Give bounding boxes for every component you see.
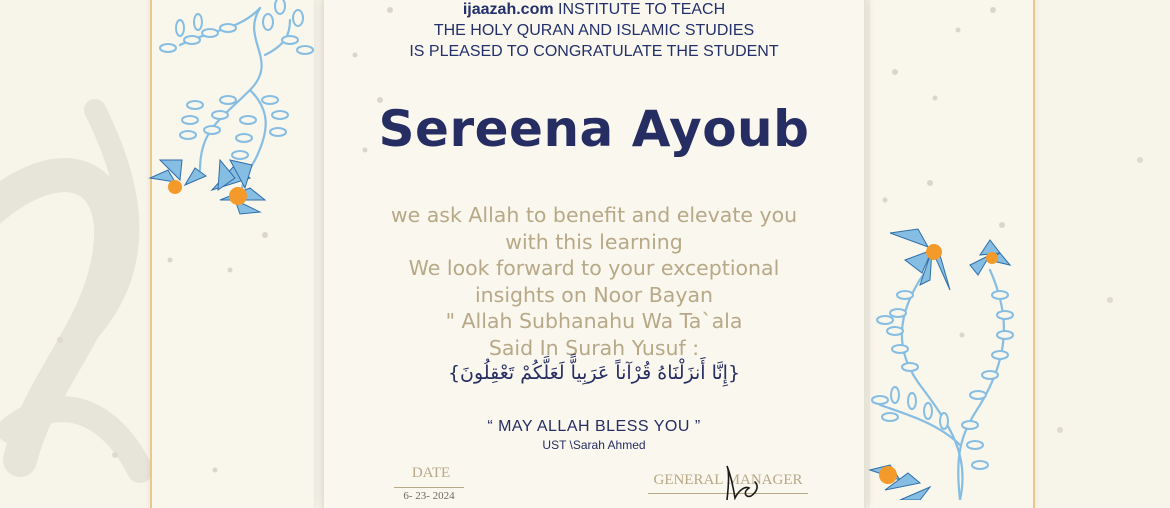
floral-vine-icon (860, 225, 1040, 500)
site-name: ijaazah.com (462, 1, 554, 18)
message-line: we ask Allah to benefit and elevate you (390, 203, 798, 227)
message-line: " Allah Subhanahu Wa Ta`ala (445, 309, 743, 333)
message-line: insights on Noor Bayan (474, 282, 714, 307)
header-line-2: THE HOLY QURAN AND ISLAMIC STUDIES (433, 22, 755, 39)
message-line: Said In Surah Yusuf : (488, 335, 700, 360)
message-line: We look forward to your exceptional (408, 256, 780, 280)
date-label: DATE (411, 465, 451, 481)
header-line-3: IS PLEASED TO CONGRATULATE THE STUDENT (409, 43, 779, 60)
general-manager-label: GENERAL MANAGER (653, 472, 803, 488)
teacher-name: UST \Sarah Ahmed (542, 438, 646, 452)
blessing-text: “ MAY ALLAH BLESS YOU ” (487, 418, 701, 435)
message-block (322, 202, 866, 361)
student-name: Sereena Ayoub (378, 100, 810, 158)
date-value: 6- 23- 2024 (403, 490, 455, 502)
date-divider (394, 487, 464, 488)
quran-verse: {إِنَّا أَنزَلْنَاهُ قُرْآناً عَرَبِياًّ لَعَلَّكُمْ تَعْقِلُونَ} (447, 362, 741, 384)
header-line-1-text: INSTITUTE TO TEACH (553, 1, 726, 18)
message-line: with this learning (505, 229, 683, 254)
floral-vine-icon (140, 0, 320, 215)
signature-icon (715, 462, 775, 500)
header-line-1 (322, 0, 866, 20)
